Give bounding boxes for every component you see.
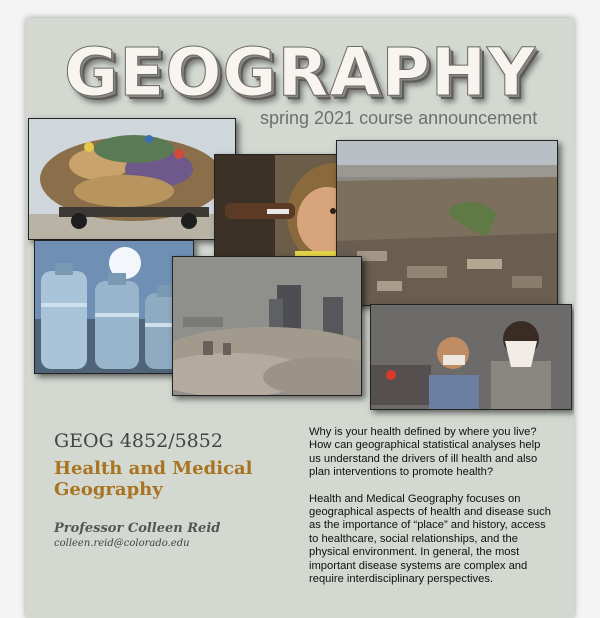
photo-water-bottles — [34, 240, 194, 374]
photo-smog-city — [172, 256, 362, 396]
professor-email[interactable]: colleen.reid@colorado.edu — [54, 538, 190, 549]
course-description — [309, 426, 554, 599]
description-paragraph: Health and Medical Geography focuses on geographical aspects of health and disease such as the importance of “place” and history, access to healthcare, social relationships, and the physical environment. In general, the most important disease systems are complex and require interdisciplinary perspectives. — [309, 492, 551, 586]
poster-title: GEOGRAPHY — [64, 34, 536, 111]
photo-overloaded-truck — [28, 118, 236, 240]
course-code: GEOG 4852/5852 — [54, 430, 223, 452]
photo-face-masks — [370, 304, 572, 410]
professor-name: Professor Colleen Reid — [54, 521, 221, 536]
photo-dense-city — [336, 140, 558, 306]
poster-subtitle: spring 2021 course announcement — [260, 108, 538, 128]
course-name: Health and Medical Geography — [54, 458, 253, 500]
description-paragraph: Why is your health defined by where you live? How can geographical statistical analyses help us understand the drivers of ill health and also plan interventions to promote health? — [309, 426, 541, 479]
course-poster — [26, 18, 574, 618]
